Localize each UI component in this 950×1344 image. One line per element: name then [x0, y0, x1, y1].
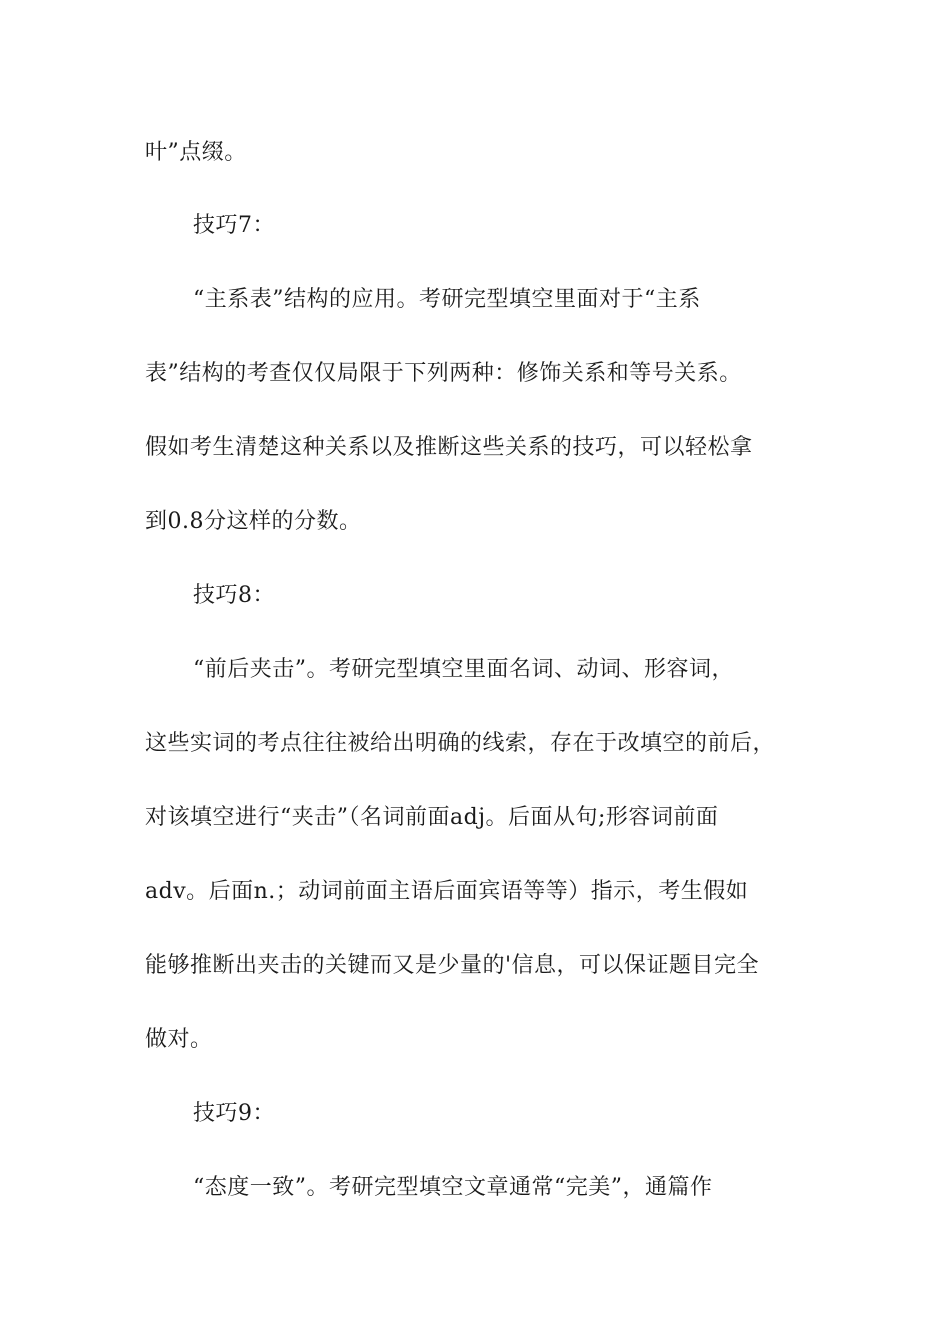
text-line: 能够推断出夹击的关键而又是少量的'信息，可以保证题目完全: [145, 953, 760, 978]
text-line: 假如考生清楚这种关系以及推断这些关系的技巧，可以轻松拿: [145, 435, 753, 460]
text-line: 到0.8分这样的分数。: [145, 509, 362, 534]
text-line: 做对。: [145, 1027, 213, 1052]
section-heading-tip-9: 技巧9：: [193, 1101, 275, 1126]
section-heading-tip-8: 技巧8：: [193, 583, 275, 608]
section-heading-tip-7: 技巧7：: [193, 213, 275, 238]
text-line: 这些实词的考点往往被给出明确的线索，存在于改填空的前后，: [145, 731, 776, 756]
text-line: “态度一致”。考研完型填空文章通常“完美”，通篇作: [193, 1175, 713, 1200]
text-line: “前后夹击”。考研完型填空里面名词、动词、形容词，: [193, 657, 734, 682]
text-line: 表”结构的考查仅仅局限于下列两种：修饰关系和等号关系。: [145, 361, 742, 386]
text-line: “主系表”结构的应用。考研完型填空里面对于“主系: [193, 287, 701, 312]
text-line: 叶”点缀。: [145, 140, 247, 165]
text-line: adv。后面n.；动词前面主语后面宾语等等）指示，考生假如: [145, 879, 749, 904]
text-line: 对该填空进行“夹击”（名词前面adj。后面从句;形容词前面: [145, 805, 719, 830]
